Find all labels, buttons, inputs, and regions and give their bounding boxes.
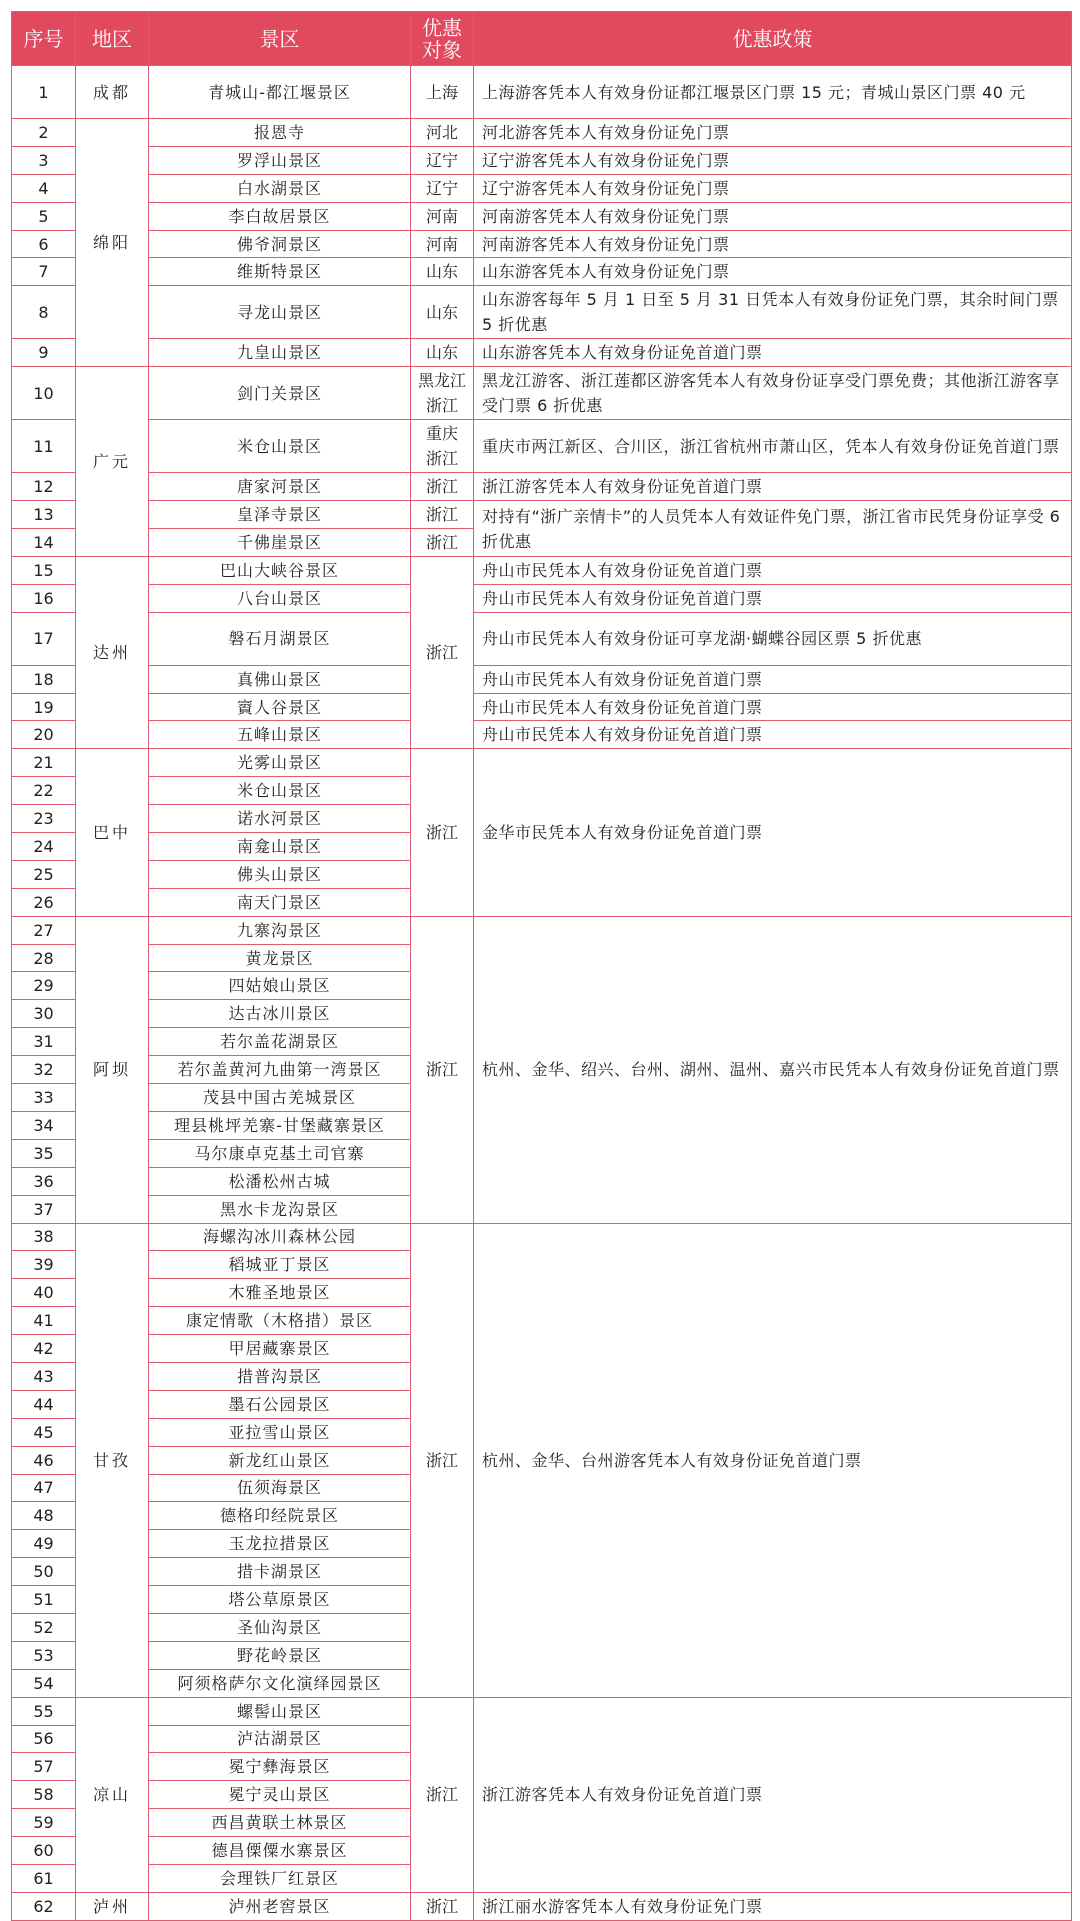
row-site: 达古冰川景区 <box>149 1000 411 1028</box>
table-row <box>12 230 1072 258</box>
row-index: 38 <box>12 1223 76 1251</box>
row-policy: 舟山市民凭本人有效身份证可享龙湖·蝴蝶谷园区票 5 折优惠 <box>474 612 1072 665</box>
row-site: 真佛山景区 <box>149 665 411 693</box>
row-site: 木雅圣地景区 <box>149 1279 411 1307</box>
header-row <box>12 12 1072 66</box>
row-target: 河北 <box>411 119 474 147</box>
row-index: 12 <box>12 473 76 501</box>
row-index: 6 <box>12 230 76 258</box>
row-index: 58 <box>12 1781 76 1809</box>
row-site: 甲居藏寨景区 <box>149 1335 411 1363</box>
row-policy: 河北游客凭本人有效身份证免门票 <box>474 119 1072 147</box>
row-index: 60 <box>12 1837 76 1865</box>
row-target: 黑龙江 浙江 <box>411 367 474 420</box>
table-row <box>12 174 1072 202</box>
row-index: 25 <box>12 860 76 888</box>
row-site: 佛爷洞景区 <box>149 230 411 258</box>
row-region: 达州 <box>76 556 149 748</box>
row-site: 黑水卡龙沟景区 <box>149 1195 411 1223</box>
row-site: 佛头山景区 <box>149 860 411 888</box>
row-index: 50 <box>12 1558 76 1586</box>
row-site: 若尔盖黄河九曲第一湾景区 <box>149 1056 411 1084</box>
row-site: 稻城亚丁景区 <box>149 1251 411 1279</box>
row-site: 维斯特景区 <box>149 258 411 286</box>
row-policy: 舟山市民凭本人有效身份证免首道门票 <box>474 721 1072 749</box>
row-index: 23 <box>12 805 76 833</box>
row-index: 39 <box>12 1251 76 1279</box>
table-row <box>12 258 1072 286</box>
row-site: 八台山景区 <box>149 584 411 612</box>
row-index: 59 <box>12 1809 76 1837</box>
row-target: 浙江 <box>411 529 474 557</box>
row-region: 巴中 <box>76 749 149 916</box>
row-index: 11 <box>12 420 76 473</box>
table-row <box>12 501 1072 529</box>
row-index: 16 <box>12 584 76 612</box>
row-index: 41 <box>12 1307 76 1335</box>
row-index: 43 <box>12 1362 76 1390</box>
row-site: 措普沟景区 <box>149 1362 411 1390</box>
row-site: 米仓山景区 <box>149 420 411 473</box>
row-site: 若尔盖花湖景区 <box>149 1028 411 1056</box>
row-index: 3 <box>12 146 76 174</box>
row-policy: 上海游客凭本人有效身份证都江堰景区门票 15 元；青城山景区门票 40 元 <box>474 66 1072 119</box>
row-site: 米仓山景区 <box>149 777 411 805</box>
row-site: 圣仙沟景区 <box>149 1613 411 1641</box>
row-site: 九寨沟景区 <box>149 916 411 944</box>
row-target: 河南 <box>411 202 474 230</box>
row-index: 44 <box>12 1390 76 1418</box>
row-site: 理县桃坪羌寨-甘堡藏寨景区 <box>149 1111 411 1139</box>
row-policy: 河南游客凭本人有效身份证免门票 <box>474 230 1072 258</box>
row-index: 36 <box>12 1167 76 1195</box>
row-target: 辽宁 <box>411 146 474 174</box>
row-target: 浙江 <box>411 1223 474 1697</box>
row-index: 7 <box>12 258 76 286</box>
row-site: 德昌傈僳水寨景区 <box>149 1837 411 1865</box>
row-index: 62 <box>12 1892 76 1920</box>
row-site: 泸沽湖景区 <box>149 1725 411 1753</box>
table-row <box>12 367 1072 420</box>
row-policy: 山东游客凭本人有效身份证免首道门票 <box>474 339 1072 367</box>
row-site: 马尔康卓克基土司官寨 <box>149 1139 411 1167</box>
row-index: 26 <box>12 888 76 916</box>
row-index: 31 <box>12 1028 76 1056</box>
table-row <box>12 916 1072 944</box>
row-site: 阿须格萨尔文化演绎园景区 <box>149 1669 411 1697</box>
row-target: 浙江 <box>411 916 474 1223</box>
row-policy: 对持有“浙广亲情卡”的人员凭本人有效证件免门票，浙江省市民凭身份证享受 6 折优惠 <box>474 501 1072 557</box>
row-site: 德格印经院景区 <box>149 1502 411 1530</box>
row-site: 磐石月湖景区 <box>149 612 411 665</box>
table-row <box>12 1892 1072 1920</box>
table-row <box>12 749 1072 777</box>
row-index: 13 <box>12 501 76 529</box>
row-target: 山东 <box>411 286 474 339</box>
header-policy: 优惠政策 <box>474 12 1072 66</box>
row-index: 61 <box>12 1864 76 1892</box>
row-index: 51 <box>12 1586 76 1614</box>
row-policy: 山东游客每年 5 月 1 日至 5 月 31 日凭本人有效身份证免门票，其余时间门票 5 折优惠 <box>474 286 1072 339</box>
row-index: 48 <box>12 1502 76 1530</box>
row-policy: 河南游客凭本人有效身份证免门票 <box>474 202 1072 230</box>
row-site: 野花岭景区 <box>149 1641 411 1669</box>
row-policy: 辽宁游客凭本人有效身份证免门票 <box>474 174 1072 202</box>
row-index: 14 <box>12 529 76 557</box>
row-policy: 辽宁游客凭本人有效身份证免门票 <box>474 146 1072 174</box>
row-site: 皇泽寺景区 <box>149 501 411 529</box>
row-site: 光雾山景区 <box>149 749 411 777</box>
row-policy: 舟山市民凭本人有效身份证免首道门票 <box>474 584 1072 612</box>
row-site: 五峰山景区 <box>149 721 411 749</box>
row-site: 巴山大峡谷景区 <box>149 556 411 584</box>
table-row <box>12 286 1072 339</box>
row-target: 浙江 <box>411 501 474 529</box>
table-row <box>12 473 1072 501</box>
row-region: 泸州 <box>76 1892 149 1920</box>
table-row <box>12 612 1072 665</box>
row-policy: 重庆市两江新区、合川区，浙江省杭州市萧山区，凭本人有效身份证免首道门票 <box>474 420 1072 473</box>
table-row <box>12 66 1072 119</box>
row-policy: 金华市民凭本人有效身份证免首道门票 <box>474 749 1072 916</box>
row-site: 措卡湖景区 <box>149 1558 411 1586</box>
row-index: 9 <box>12 339 76 367</box>
table-row <box>12 584 1072 612</box>
row-index: 42 <box>12 1335 76 1363</box>
row-index: 24 <box>12 833 76 861</box>
row-site: 伍须海景区 <box>149 1474 411 1502</box>
row-site: 玉龙拉措景区 <box>149 1530 411 1558</box>
row-site: 会理铁厂红景区 <box>149 1864 411 1892</box>
header-target-line2: 对象 <box>422 37 462 62</box>
row-region: 凉山 <box>76 1697 149 1892</box>
row-policy: 浙江丽水游客凭本人有效身份证免门票 <box>474 1892 1072 1920</box>
header-site: 景区 <box>149 12 411 66</box>
row-site: 白水湖景区 <box>149 174 411 202</box>
row-target: 山东 <box>411 339 474 367</box>
row-region: 阿坝 <box>76 916 149 1223</box>
row-site: 剑门关景区 <box>149 367 411 420</box>
row-index: 4 <box>12 174 76 202</box>
header-target-line1: 优惠 <box>422 15 462 40</box>
row-site: 松潘松州古城 <box>149 1167 411 1195</box>
row-index: 46 <box>12 1446 76 1474</box>
row-index: 55 <box>12 1697 76 1725</box>
row-policy: 浙江游客凭本人有效身份证免首道门票 <box>474 473 1072 501</box>
table-body <box>12 66 1072 1921</box>
row-target: 辽宁 <box>411 174 474 202</box>
row-target: 浙江 <box>411 473 474 501</box>
row-policy: 舟山市民凭本人有效身份证免首道门票 <box>474 665 1072 693</box>
row-target: 重庆 浙江 <box>411 420 474 473</box>
row-target: 浙江 <box>411 749 474 916</box>
discount-table-container <box>11 11 1072 1921</box>
row-target: 上海 <box>411 66 474 119</box>
row-site: 四姑娘山景区 <box>149 972 411 1000</box>
row-index: 21 <box>12 749 76 777</box>
row-index: 8 <box>12 286 76 339</box>
row-site: 唐家河景区 <box>149 473 411 501</box>
row-site: 冕宁彝海景区 <box>149 1753 411 1781</box>
row-index: 15 <box>12 556 76 584</box>
row-site: 罗浮山景区 <box>149 146 411 174</box>
row-site: 泸州老窖景区 <box>149 1892 411 1920</box>
row-site: 南龛山景区 <box>149 833 411 861</box>
row-site: 千佛崖景区 <box>149 529 411 557</box>
row-policy: 杭州、金华、台州游客凭本人有效身份证免首道门票 <box>474 1223 1072 1697</box>
row-site: 螺髻山景区 <box>149 1697 411 1725</box>
row-target: 浙江 <box>411 556 474 748</box>
row-index: 18 <box>12 665 76 693</box>
row-site: 新龙红山景区 <box>149 1446 411 1474</box>
row-policy: 舟山市民凭本人有效身份证免首道门票 <box>474 693 1072 721</box>
row-policy: 山东游客凭本人有效身份证免门票 <box>474 258 1072 286</box>
row-target: 浙江 <box>411 1892 474 1920</box>
row-index: 22 <box>12 777 76 805</box>
table-row <box>12 693 1072 721</box>
row-site: 报恩寺 <box>149 119 411 147</box>
row-index: 53 <box>12 1641 76 1669</box>
row-index: 29 <box>12 972 76 1000</box>
row-region: 成都 <box>76 66 149 119</box>
table-row <box>12 339 1072 367</box>
row-policy: 杭州、金华、绍兴、台州、湖州、温州、嘉兴市民凭本人有效身份证免首道门票 <box>474 916 1072 1223</box>
row-region: 绵阳 <box>76 119 149 367</box>
row-site: 墨石公园景区 <box>149 1390 411 1418</box>
row-index: 47 <box>12 1474 76 1502</box>
table-row <box>12 1697 1072 1725</box>
row-policy: 舟山市民凭本人有效身份证免首道门票 <box>474 556 1072 584</box>
row-index: 27 <box>12 916 76 944</box>
row-site: 賨人谷景区 <box>149 693 411 721</box>
row-site: 西昌黄联土林景区 <box>149 1809 411 1837</box>
row-index: 56 <box>12 1725 76 1753</box>
row-site: 寻龙山景区 <box>149 286 411 339</box>
row-site: 塔公草原景区 <box>149 1586 411 1614</box>
table-row <box>12 202 1072 230</box>
row-index: 5 <box>12 202 76 230</box>
row-site: 南天门景区 <box>149 888 411 916</box>
row-site: 青城山-都江堰景区 <box>149 66 411 119</box>
table-row <box>12 665 1072 693</box>
row-index: 57 <box>12 1753 76 1781</box>
row-index: 10 <box>12 367 76 420</box>
row-site: 九皇山景区 <box>149 339 411 367</box>
row-index: 28 <box>12 944 76 972</box>
table-row <box>12 1223 1072 1251</box>
row-index: 35 <box>12 1139 76 1167</box>
header-target <box>411 12 474 66</box>
table-row <box>12 119 1072 147</box>
row-index: 1 <box>12 66 76 119</box>
row-index: 20 <box>12 721 76 749</box>
row-site: 海螺沟冰川森林公园 <box>149 1223 411 1251</box>
row-site: 冕宁灵山景区 <box>149 1781 411 1809</box>
row-site: 诺水河景区 <box>149 805 411 833</box>
table-row <box>12 146 1072 174</box>
row-site: 李白故居景区 <box>149 202 411 230</box>
row-index: 2 <box>12 119 76 147</box>
table-row <box>12 420 1072 473</box>
row-site: 茂县中国古羌城景区 <box>149 1084 411 1112</box>
row-index: 19 <box>12 693 76 721</box>
row-site: 黄龙景区 <box>149 944 411 972</box>
row-policy: 浙江游客凭本人有效身份证免首道门票 <box>474 1697 1072 1892</box>
row-index: 33 <box>12 1084 76 1112</box>
row-index: 45 <box>12 1418 76 1446</box>
row-index: 40 <box>12 1279 76 1307</box>
row-index: 34 <box>12 1111 76 1139</box>
row-policy: 黑龙江游客、浙江莲都区游客凭本人有效身份证享受门票免费；其他浙江游客享受门票 6 折优惠 <box>474 367 1072 420</box>
row-target: 山东 <box>411 258 474 286</box>
row-target: 浙江 <box>411 1697 474 1892</box>
table-row <box>12 556 1072 584</box>
row-index: 30 <box>12 1000 76 1028</box>
row-target: 河南 <box>411 230 474 258</box>
row-index: 54 <box>12 1669 76 1697</box>
discount-table <box>11 11 1072 1921</box>
row-index: 37 <box>12 1195 76 1223</box>
row-site: 康定情歌（木格措）景区 <box>149 1307 411 1335</box>
row-index: 49 <box>12 1530 76 1558</box>
row-index: 32 <box>12 1056 76 1084</box>
row-index: 52 <box>12 1613 76 1641</box>
row-site: 亚拉雪山景区 <box>149 1418 411 1446</box>
header-region: 地区 <box>76 12 149 66</box>
row-index: 17 <box>12 612 76 665</box>
table-row <box>12 721 1072 749</box>
row-region: 甘孜 <box>76 1223 149 1697</box>
row-region: 广元 <box>76 367 149 557</box>
header-index: 序号 <box>12 12 76 66</box>
